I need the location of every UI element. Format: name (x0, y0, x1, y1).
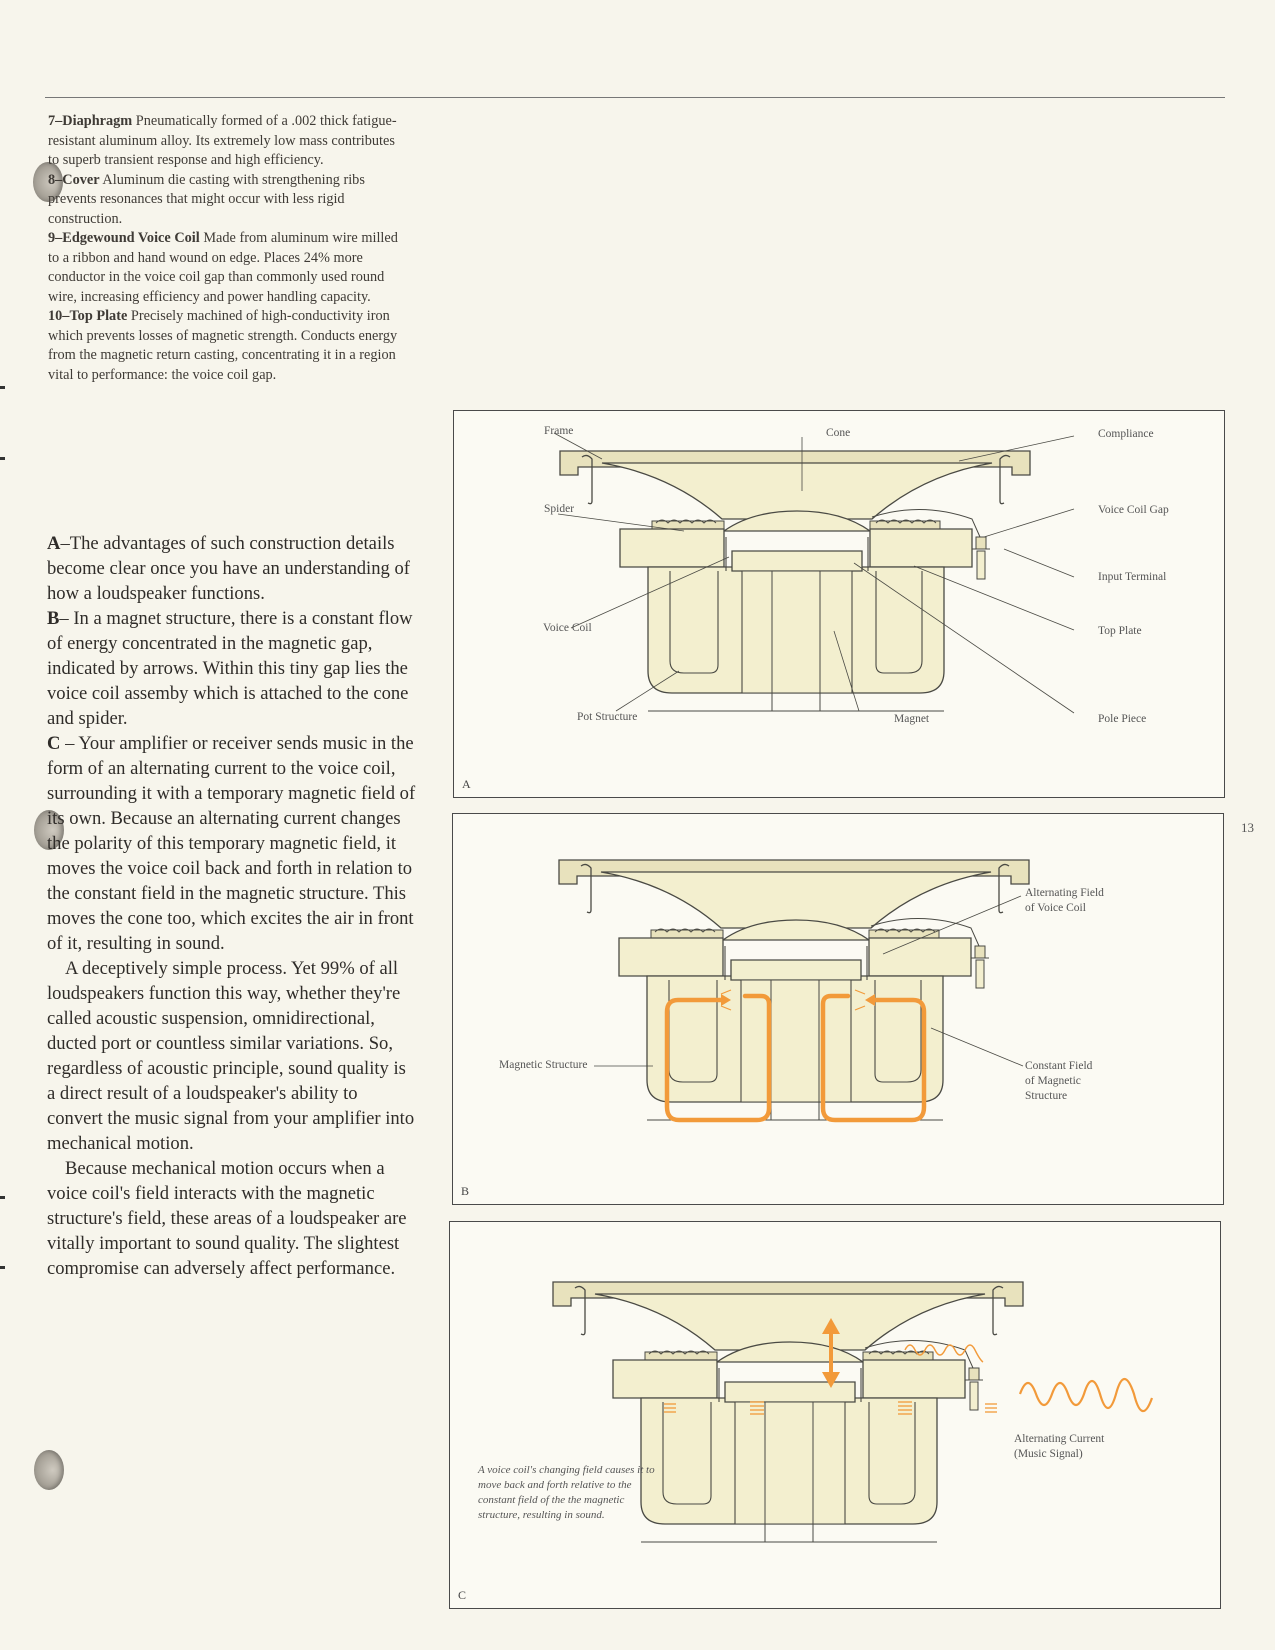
label-line: Constant Field (1025, 1060, 1093, 1072)
paragraph-c (47, 731, 417, 956)
label-voice-coil: Voice Coil (543, 622, 592, 634)
label-line: of Voice Coil (1025, 902, 1086, 914)
label-frame: Frame (544, 425, 574, 437)
label-voice-coil-gap: Voice Coil Gap (1098, 504, 1169, 516)
label-line: of Magnetic (1025, 1075, 1081, 1087)
paragraph-text: –The advantages of such construction details become clear once you have an understanding of how a loudspeaker functions. (47, 533, 410, 604)
explanation-text (47, 531, 417, 1281)
label-cone: Cone (826, 427, 851, 439)
label-magnetic-structure: Magnetic Structure (499, 1059, 588, 1071)
spec-term: 7–Diaphragm (48, 113, 133, 129)
label-constant-field (1025, 1059, 1092, 1104)
label-pole-piece: Pole Piece (1098, 713, 1147, 725)
diagram-panel-c (449, 1221, 1221, 1609)
music-signal-wave (1020, 1379, 1152, 1411)
speaker-cross-section (560, 451, 1030, 711)
label-magnet: Magnet (894, 713, 930, 725)
top-rule (45, 97, 1225, 98)
paragraph-text: – In a magnet structure, there is a constant flow of energy concentrated in the magnetic gap, indicated by arrows. Within this tiny gap lies the voice coil assemby which is attached to the cone and spider. (47, 608, 413, 729)
component-spec-list (48, 112, 408, 385)
label-top-plate: Top Plate (1098, 625, 1142, 637)
diagram-caption: A voice coil's changing field causes it to move back and forth relative to the constant field of the the magnetic structure, resulting in sound. (478, 1464, 655, 1521)
spec-term: 10–Top Plate (48, 308, 128, 324)
spec-diaphragm (48, 112, 408, 171)
paragraph-letter: C (47, 733, 61, 754)
diagram-panel-b (452, 813, 1224, 1205)
label-line: Structure (1025, 1090, 1068, 1102)
paragraph-process: A deceptively simple process. Yet 99% of all loudspeakers function this way, whether they're called acoustic suspension, omnidirectional, ducted port or countless similar variations. So, regardless of acoustic principle, sound quality is a direct result of a loudspeaker's ability to convert the music signal from your amplifier into mechanical motion. (47, 958, 415, 1154)
margin-mark (0, 1196, 5, 1199)
label-spider: Spider (544, 503, 575, 515)
label-pot-structure: Pot Structure (577, 711, 638, 723)
spec-text: Made from aluminum wire milled to a ribbon and hand wound on edge. Places 24% more conductor in the voice coil gap than commonly used round wire, increasing efficiency and power handling capacity. (48, 230, 398, 305)
label-alternating-field (1025, 886, 1104, 916)
punch-hole-bottom (34, 1450, 64, 1490)
spec-voice-coil (48, 229, 408, 307)
paragraph-letter: B (47, 608, 60, 629)
spec-text: Pneumatically formed of a .002 thick fatigue-resistant aluminum alloy. Its extremely low mass contributes to superb transient response and high efficiency. (48, 113, 397, 168)
speaker-diagram-b (453, 814, 1223, 1204)
paragraph-b (47, 606, 417, 731)
spec-text: Precisely machined of high-conductivity iron which prevents losses of magnetic strength. Conducts energy from the magnetic return casting, concentrating it in a region vital to performance: the voice coil gap. (48, 308, 398, 383)
label-line: Alternating Field (1025, 887, 1104, 899)
spec-top-plate (48, 307, 408, 385)
paragraph-letter: A (47, 533, 61, 554)
paragraph-text: – Your amplifier or receiver sends music in the form of an alternating current to the voice coil, surrounding it with a temporary magnetic field of its own. Because an alternating current changes the polarity of this temporary magnetic field, it moves the voice coil back and forth in relation to the constant field in the magnetic structure. This moves the cone too, which excites the air in front of it, resulting in sound. (47, 733, 416, 954)
label-alternating-current (1014, 1432, 1104, 1462)
label-input-terminal: Input Terminal (1098, 571, 1167, 583)
label-line: (Music Signal) (1014, 1448, 1083, 1460)
page-number: 13 (1241, 820, 1254, 835)
panel-letter-c: C (458, 1588, 467, 1602)
paragraph-a (47, 531, 417, 606)
speaker-diagram-c (450, 1222, 1220, 1608)
label-compliance: Compliance (1098, 428, 1154, 440)
paragraph-motion: Because mechanical motion occurs when a voice coil's field interacts with the magnetic structure's field, these areas of a loudspeaker are vitally important to sound quality. The slightest compromise can adversely affect performance. (47, 1158, 407, 1279)
spec-text: Aluminum die casting with strengthening ribs prevents resonances that might occur with less rigid construction. (48, 171, 365, 227)
margin-mark (0, 386, 5, 389)
spec-term: 9–Edgewound Voice Coil (48, 230, 200, 246)
label-line: Alternating Current (1014, 1433, 1105, 1445)
panel-letter-a: A (462, 777, 471, 791)
margin-mark (0, 457, 5, 460)
speaker-diagram-a (454, 411, 1224, 797)
speaker-cross-section (559, 860, 1029, 1120)
diagram-panel-a (453, 410, 1225, 798)
margin-mark (0, 1266, 5, 1269)
panel-letter-b: B (461, 1184, 470, 1198)
spec-term: 8–Cover (48, 171, 100, 188)
spec-cover (48, 171, 408, 230)
